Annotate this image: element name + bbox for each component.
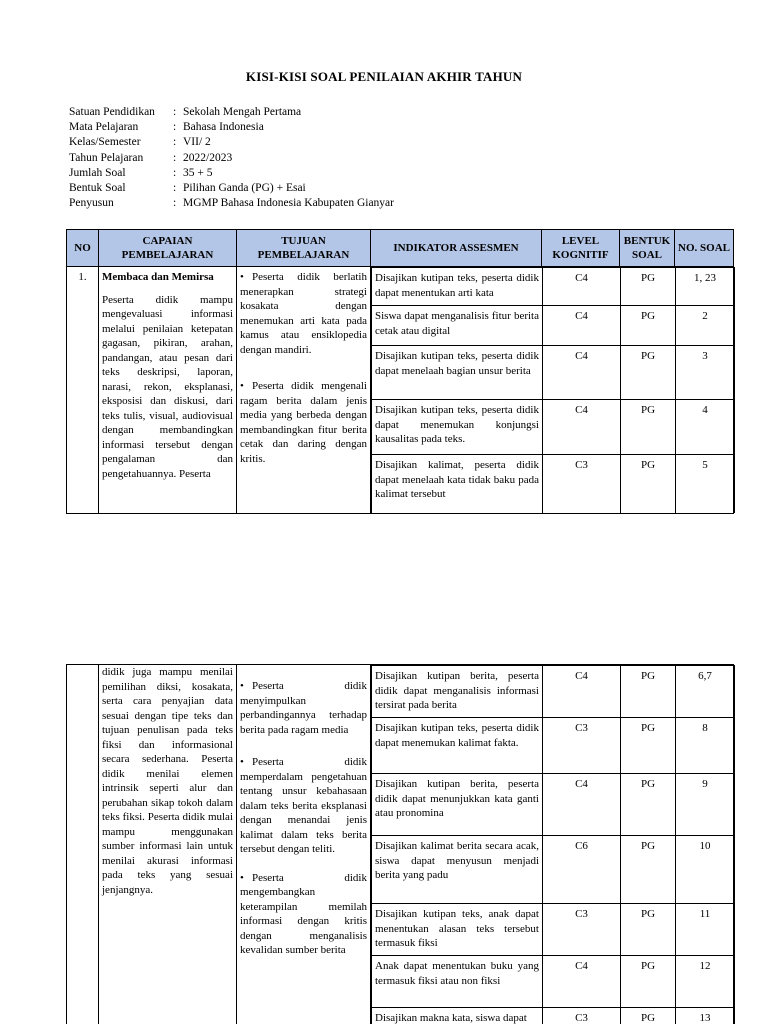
tujuan-item xyxy=(240,379,367,466)
nomor-soal: 4 xyxy=(676,400,735,455)
bentuk-soal: PG xyxy=(621,268,676,306)
level-kognitif: C4 xyxy=(543,306,621,346)
identity-label: Tahun Pelajaran xyxy=(69,151,144,164)
table-header-row xyxy=(67,230,734,267)
bullet-icon: • xyxy=(240,756,244,768)
level-kognitif: C4 xyxy=(543,666,621,718)
bullet-icon: • xyxy=(240,271,244,283)
bentuk-soal: PG xyxy=(621,1008,676,1024)
indikator-text: Disajikan kutipan berita, peserta didik dapat menunjukkan kata ganti atau pronomina xyxy=(372,774,543,836)
indikator-text: Siswa dapat menganalisis fitur berita cetak atau digital xyxy=(372,306,543,346)
identity-row xyxy=(69,166,394,181)
bentuk-soal: PG xyxy=(621,774,676,836)
identity-sep: : xyxy=(173,136,177,149)
identity-row xyxy=(69,105,394,120)
identity-label: Kelas/Semester xyxy=(69,136,141,149)
table-row xyxy=(67,665,734,1024)
identity-row xyxy=(69,196,394,211)
indikator-row xyxy=(372,956,735,1008)
identity-block xyxy=(69,105,394,211)
capaian-cell xyxy=(99,665,237,1024)
indikator-text: Anak dapat menentukan buku yang termasuk fiksi atau non fiksi xyxy=(372,956,543,1008)
level-kognitif: C4 xyxy=(543,400,621,455)
level-kognitif: C4 xyxy=(543,956,621,1008)
kisi-table-page-1 xyxy=(66,229,734,514)
bentuk-soal: PG xyxy=(621,400,676,455)
tujuan-item xyxy=(240,755,367,857)
identity-value: 35 + 5 xyxy=(183,166,213,179)
identity-sep: : xyxy=(173,151,177,164)
nomor-soal: 5 xyxy=(676,455,735,513)
indikator-row xyxy=(372,836,735,904)
indikator-text: Disajikan kutipan teks, peserta didik dapat menelaah bagian unsur berita xyxy=(372,346,543,400)
indikator-row xyxy=(372,455,735,513)
bullet-icon: • xyxy=(240,380,244,392)
tujuan-text: Peserta didik berlatih menerapkan strategi kosakata dengan menemukan arti kata pada kamus atau ensiklopedia dengan mandiri. xyxy=(240,271,367,356)
header-level: LEVEL KOGNITIF xyxy=(542,230,620,267)
row-number: 1. xyxy=(67,267,99,514)
level-kognitif: C6 xyxy=(543,836,621,904)
header-tujuan: TUJUAN PEMBELAJARAN xyxy=(237,230,371,267)
header-no: NO xyxy=(67,230,99,267)
identity-label: Bentuk Soal xyxy=(69,182,126,195)
identity-value: VII/ 2 xyxy=(183,136,211,149)
indikator-group xyxy=(371,665,734,1024)
indikator-row xyxy=(372,268,735,306)
page-gap xyxy=(0,540,768,664)
identity-sep: : xyxy=(173,106,177,118)
indikator-row xyxy=(372,904,735,956)
nomor-soal: 10 xyxy=(676,836,735,904)
bullet-icon: • xyxy=(240,871,244,884)
capaian-heading: Membaca dan Memirsa xyxy=(102,271,214,283)
indikator-text: Disajikan kalimat, peserta didik dapat menelaah kata tidak baku pada kalimat tersebut xyxy=(372,455,543,513)
identity-label: Jumlah Soal xyxy=(69,166,126,179)
identity-row xyxy=(69,151,394,166)
indikator-row xyxy=(372,400,735,455)
bentuk-soal: PG xyxy=(621,956,676,1008)
identity-value: MGMP Bahasa Indonesia Kabupaten Gianyar xyxy=(183,197,394,210)
indikator-text: Disajikan kalimat berita secara acak, siswa dapat menyusun menjadi berita yang padu xyxy=(372,836,543,904)
identity-value: 2022/2023 xyxy=(183,151,233,164)
indikator-text: Disajikan kutipan berita, peserta didik dapat menganalisis informasi tersirat pada berita xyxy=(372,666,543,718)
bentuk-soal: PG xyxy=(621,455,676,513)
tujuan-text: Peserta didik mengembangkan keterampilan memilah informasi dengan kritis dengan menganalisis kevalidan sumber berita xyxy=(240,871,367,956)
identity-row xyxy=(69,120,394,135)
tujuan-item xyxy=(240,871,367,958)
indikator-text: Disajikan makna kata, siswa dapat xyxy=(372,1008,543,1024)
identity-label: Mata Pelajaran xyxy=(69,121,139,134)
tujuan-text: Peserta didik memperdalam pengetahuan tentang unsur kebahasaan dalam teks berita eksplanasi dengan menandai jenis kalimat dalam teks berita tersebut dengan teliti. xyxy=(240,756,367,855)
document-title: KISI-KISI SOAL PENILAIAN AKHIR TAHUN xyxy=(245,69,523,84)
bentuk-soal: PG xyxy=(621,718,676,774)
indikator-text: Disajikan kutipan teks, peserta didik dapat menemukan kalimat fakta. xyxy=(372,718,543,774)
header-capaian: CAPAIAN PEMBELAJARAN xyxy=(99,230,237,267)
row-number-empty xyxy=(67,665,99,1024)
capaian-text: didik juga mampu menilai pemilihan diksi, kosakata, serta cara penyajian data sesuai dengan tipe teks dan tujuan penulisan pada teks fiksi dan informasional secara sederhana. Peserta didik menilai elemen intrinsik seperti alur dan perubahan sikap tokoh dalam teks fiksi. Peserta didik mulai mampu menggunakan sumber informasi lain untuk menilai akurasi informasi pada teks yang sesuai jenjangnya. xyxy=(102,666,233,896)
tujuan-item xyxy=(240,270,367,357)
header-indikator: INDIKATOR ASSESMEN xyxy=(371,230,542,267)
nomor-soal: 1, 23 xyxy=(676,268,735,306)
identity-sep: : xyxy=(173,197,177,210)
tujuan-cell xyxy=(237,665,371,1024)
level-kognitif: C3 xyxy=(543,1008,621,1024)
tujuan-cell xyxy=(237,267,371,514)
indikator-table xyxy=(371,665,735,1024)
bullet-icon: • xyxy=(240,680,244,692)
bentuk-soal: PG xyxy=(621,666,676,718)
identity-value: Sekolah Mengah Pertama xyxy=(183,106,302,118)
bentuk-soal: PG xyxy=(621,836,676,904)
level-kognitif: C3 xyxy=(543,455,621,513)
table-row xyxy=(67,267,734,514)
nomor-soal: 2 xyxy=(676,306,735,346)
nomor-soal: 8 xyxy=(676,718,735,774)
nomor-soal: 3 xyxy=(676,346,735,400)
identity-row xyxy=(69,181,394,196)
identity-value: Pilihan Ganda (PG) + Esai xyxy=(183,182,306,195)
indikator-row xyxy=(372,346,735,400)
level-kognitif: C3 xyxy=(543,718,621,774)
capaian-text: Peserta didik mampu mengevaluasi informasi melalui penilaian ketepatan gagasan, pikiran, arahan, pandangan, atau pesan dari teks deskripsi, laporan, narasi, rekon, eksplanasi, eksposisi dan diskusi, dari teks tulis, visual, audiovisual dengan membandingkan informasi tersebut dengan pengalaman dan pengetahuannya. Peserta xyxy=(102,293,233,480)
level-kognitif: C4 xyxy=(543,774,621,836)
indikator-table xyxy=(371,267,735,513)
identity-row xyxy=(69,135,394,150)
nomor-soal: 11 xyxy=(676,904,735,956)
capaian-cell xyxy=(99,267,237,514)
indikator-row xyxy=(372,306,735,346)
nomor-soal: 12 xyxy=(676,956,735,1008)
indikator-text: Disajikan kutipan teks, anak dapat menentukan alasan teks tersebut termasuk fiksi xyxy=(372,904,543,956)
tujuan-item xyxy=(240,679,367,737)
kisi-table-page-2 xyxy=(66,664,734,1024)
bentuk-soal: PG xyxy=(621,346,676,400)
tujuan-text: Peserta didik menyimpulkan perbandingannya terhadap berita pada ragam media xyxy=(240,680,367,736)
bentuk-soal: PG xyxy=(621,904,676,956)
tujuan-text: Peserta didik mengenali ragam berita dalam jenis media yang berbeda dengan membandingkan fitur berita cetak dan daring dengan kritis. xyxy=(240,380,367,465)
indikator-text: Disajikan kutipan teks, peserta didik dapat menentukan arti kata xyxy=(372,268,543,306)
bentuk-soal: PG xyxy=(621,306,676,346)
indikator-row xyxy=(372,774,735,836)
level-kognitif: C3 xyxy=(543,904,621,956)
identity-sep: : xyxy=(173,182,177,195)
nomor-soal: 9 xyxy=(676,774,735,836)
indikator-row xyxy=(372,666,735,718)
page-2 xyxy=(0,664,768,1024)
nomor-soal: 13 xyxy=(676,1008,735,1024)
indikator-row xyxy=(372,718,735,774)
indikator-row xyxy=(372,1008,735,1024)
identity-sep: : xyxy=(173,166,177,179)
header-nosoal: NO. SOAL xyxy=(675,230,734,267)
nomor-soal: 6,7 xyxy=(676,666,735,718)
header-bentuk: BENTUK SOAL xyxy=(620,230,675,267)
indikator-group xyxy=(371,267,734,514)
identity-sep: : xyxy=(173,121,177,134)
level-kognitif: C4 xyxy=(543,346,621,400)
identity-value: Bahasa Indonesia xyxy=(183,121,264,134)
indikator-text: Disajikan kutipan teks, peserta didik dapat menemukan konjungsi kausalitas pada teks. xyxy=(372,400,543,455)
level-kognitif: C4 xyxy=(543,268,621,306)
identity-label: Penyusun xyxy=(69,197,114,210)
identity-label: Satuan Pendidikan xyxy=(69,106,155,118)
